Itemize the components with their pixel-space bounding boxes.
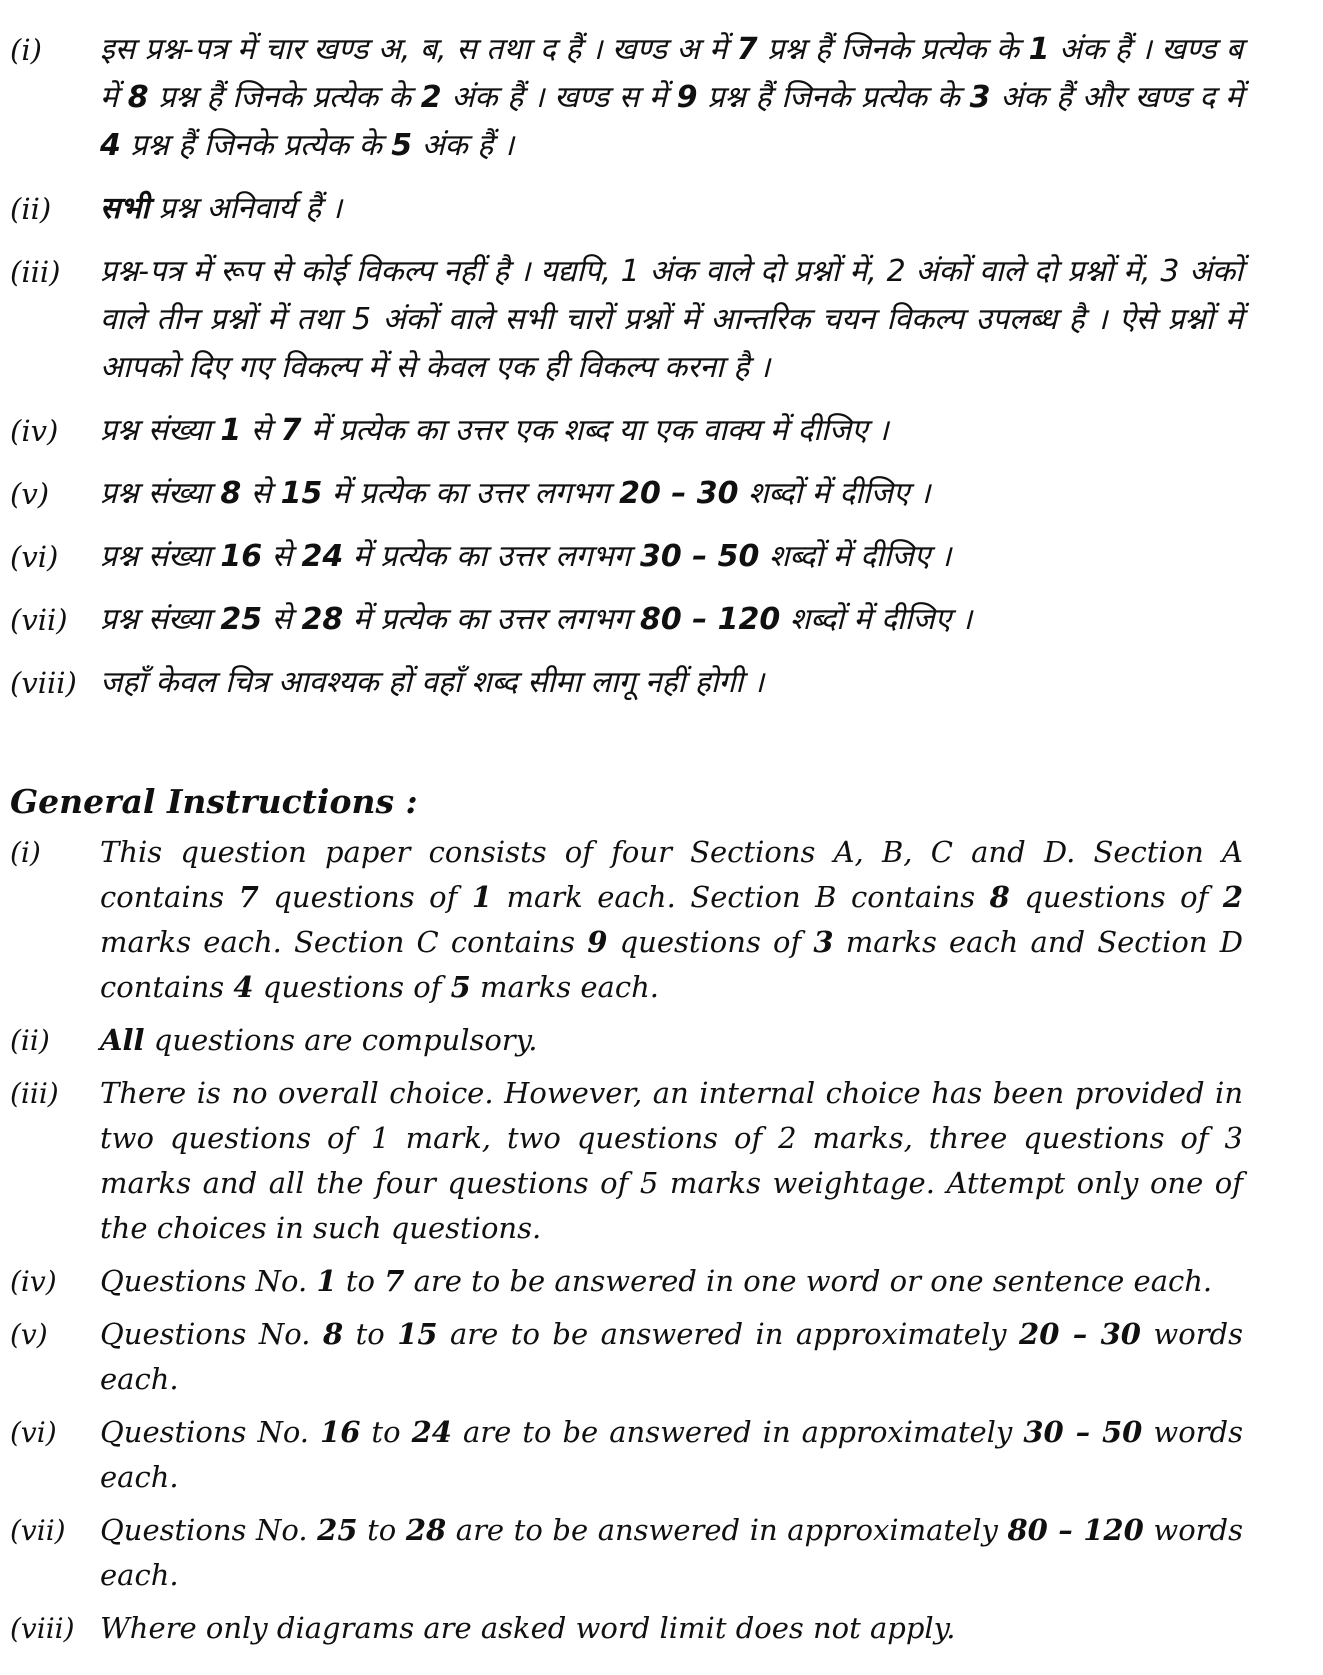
instruction-label: (i) [10,836,41,869]
english-instructions-section [10,830,1243,1651]
bold-text-segment: 8 [989,880,1010,914]
text-segment: में प्रत्येक का उत्तर लगभग [322,476,620,511]
instruction-label: (iii) [10,255,61,289]
instruction-label: (ii) [10,1024,50,1057]
text-segment: to [343,1317,398,1351]
text-segment: are to be answered in approximately [446,1513,1008,1547]
instruction-item [10,1259,1243,1304]
instruction-label: (v) [10,477,50,511]
bold-text-segment: 9 [676,80,698,115]
text-segment: प्रश्न हैं जिनके प्रत्येक के [148,80,421,115]
bold-text-segment: 80 – 120 [1007,1513,1144,1547]
bold-text-segment: 5 [450,970,471,1004]
bold-text-segment: 80 – 120 [640,602,781,637]
bold-text-segment: 24 [301,539,344,574]
instruction-item [10,1071,1243,1251]
text-segment: Questions No. [100,1264,317,1298]
bold-text-segment: 15 [280,476,323,511]
bold-text-segment: 24 [411,1415,452,1449]
bold-text-segment: 7 [384,1264,405,1298]
instruction-item [10,470,1243,518]
instruction-text [100,1606,1243,1651]
instruction-text [100,1508,1243,1598]
bold-text-segment: 8 [322,1317,344,1351]
bold-text-segment: 1 [1028,32,1050,67]
instruction-text [100,185,1243,233]
instruction-text [100,1018,1243,1063]
text-segment: प्रश्न संख्या [100,413,221,448]
instruction-item [10,1018,1243,1063]
text-segment: प्रश्न-पत्र में रूप से कोई विकल्प नहीं है । यद्यपि, 1 अंक वाले दो प्रश्नों में, 2 अंकों वाले दो प्रश्नों में, 3 अंकों वाले तीन प्रश्नों में तथा 5 अंकों वाले सभी चारों प्रश्नों में आन्तरिक चयन विकल्प उपलब्ध है । ऐसे प्रश्नों में आपको दिए गए विकल्प में से केवल एक ही विकल्प करना है । [100,254,1243,385]
bold-text-segment: 25 [220,602,263,637]
instruction-item [10,26,1243,170]
bold-text-segment: 4 [100,128,121,163]
instruction-item [10,248,1243,392]
instruction-text [100,407,1243,455]
bold-text-segment: 28 [301,602,344,637]
instruction-label: (v) [10,1318,48,1351]
bold-text-segment: 30 – 50 [1023,1415,1143,1449]
bold-text-segment: 15 [397,1317,438,1351]
text-segment: Where only diagrams are asked word limit does not apply. [100,1611,956,1645]
bold-text-segment: 16 [220,539,263,574]
text-segment: to [360,1415,412,1449]
text-segment: This question paper consists of four Sections A, B, C and D. Section A contains [100,835,1243,914]
instruction-text [100,1410,1243,1500]
hindi-instructions-section [10,26,1243,707]
text-segment: questions of [258,880,472,914]
instruction-item [10,1606,1243,1651]
instruction-text [100,659,1243,707]
instruction-text [100,26,1243,170]
text-segment: mark each. Section B contains [492,880,990,914]
text-segment: में प्रत्येक का उत्तर लगभग [343,539,641,574]
text-segment: से [262,602,302,637]
bold-text-segment: 1 [316,1264,337,1298]
text-segment: questions are compulsory. [144,1023,538,1057]
instruction-text [100,830,1243,1010]
bold-text-segment: 7 [238,880,259,914]
instruction-item [10,1312,1243,1402]
instruction-item [10,1508,1243,1598]
text-segment: to [336,1264,385,1298]
bold-text-segment: 16 [320,1415,361,1449]
text-segment: to [357,1513,406,1547]
bold-text-segment: 7 [280,413,302,448]
bold-text-segment: 30 – 50 [640,539,760,574]
text-segment: questions of [1009,880,1223,914]
bold-text-segment: 25 [317,1513,358,1547]
bold-text-segment: 28 [405,1513,447,1547]
text-segment: से [241,413,281,448]
text-segment: Questions No. [100,1513,318,1547]
text-segment: are to be answered in approximately [437,1317,1020,1351]
text-segment: में प्रत्येक का उत्तर एक शब्द या एक वाक्य में दीजिए । [301,413,889,448]
general-instructions-heading: General Instructions : [10,782,418,821]
instruction-item [10,533,1243,581]
instruction-item [10,1410,1243,1500]
instruction-item [10,830,1243,1010]
text-segment: प्रश्न संख्या [100,539,221,574]
instruction-text [100,1259,1243,1304]
bold-text-segment: 1 [220,413,242,448]
text-segment: से [241,476,281,511]
text-segment: questions of [607,925,814,959]
text-segment: are to be answered in one word or one sentence each. [404,1264,1213,1298]
bold-text-segment: सभी [100,191,150,226]
text-segment: प्रश्न संख्या [100,476,221,511]
bold-text-segment: 9 [587,925,608,959]
bold-text-segment: 20 – 30 [1019,1317,1141,1351]
text-segment: marks each and Section D contains [100,925,1243,1004]
text-segment: शब्दों में दीजिए । [759,539,952,574]
bold-text-segment: 2 [1222,880,1243,914]
instruction-text [100,533,1243,581]
instruction-label: (vi) [10,540,59,574]
text-segment: Questions No. [100,1317,323,1351]
instruction-text [100,1071,1243,1251]
text-segment: से [262,539,302,574]
instruction-label: (iii) [10,1077,59,1110]
bold-text-segment: 8 [127,80,149,115]
bold-text-segment: 4 [233,970,254,1004]
text-segment: अंक हैं । खण्ड स में [441,80,677,115]
bold-text-segment: 2 [420,80,442,115]
text-segment: प्रश्न अनिवार्य हैं । [149,191,343,226]
instruction-item [10,659,1243,707]
text-segment: are to be answered in approximately [451,1415,1024,1449]
bold-text-segment: All [100,1023,145,1057]
instruction-label: (iv) [10,414,59,448]
text-segment: अंक हैं और खण्ड द में [990,80,1243,115]
text-segment: अंक हैं । खण्ड ब में [100,32,1243,115]
text-segment: प्रश्न संख्या [100,602,221,637]
text-segment: प्रश्न हैं जिनके प्रत्येक के [697,80,970,115]
text-segment: शब्दों में दीजिए । [738,476,931,511]
bold-text-segment: 20 – 30 [619,476,739,511]
instruction-label: (i) [10,33,42,67]
instruction-item [10,185,1243,233]
text-segment: इस प्रश्न-पत्र में चार खण्ड अ, ब, स तथा द हैं । खण्ड अ में [100,32,737,67]
text-segment: words each. [100,1513,1243,1592]
instruction-item [10,407,1243,455]
text-segment: अंक हैं । [412,128,515,163]
instruction-text [100,470,1243,518]
instruction-text [100,1312,1243,1402]
text-segment: marks each. [470,970,659,1004]
instruction-text [100,248,1243,392]
text-segment: questions of [253,970,451,1004]
text-segment: marks each. Section C contains [100,925,588,959]
instruction-text [100,596,1243,644]
instruction-label: (viii) [10,666,77,700]
text-segment: में प्रत्येक का उत्तर लगभग [343,602,641,637]
bold-text-segment: 7 [736,32,758,67]
text-segment: प्रश्न हैं जिनके प्रत्येक के [120,128,392,163]
bold-text-segment: 3 [969,80,991,115]
text-segment: words each. [100,1317,1243,1396]
instruction-item [10,596,1243,644]
text-segment: words each. [100,1415,1243,1494]
instruction-label: (ii) [10,192,52,226]
text-segment: जहाँ केवल चित्र आवश्यक हों वहाँ शब्द सीमा लागू नहीं होगी । [100,665,765,700]
instruction-label: (iv) [10,1265,57,1298]
bold-text-segment: 3 [813,925,834,959]
text-segment: There is no overall choice. However, an internal choice has been provided in two questions of 1 mark, two questions of 2 marks, three questions of 3 marks and all the four questions of 5 marks weightage. Attempt only one of the choices in such questions. [100,1076,1243,1245]
instruction-label: (vii) [10,603,68,637]
text-segment: प्रश्न हैं जिनके प्रत्येक के [757,32,1029,67]
bold-text-segment: 1 [471,880,492,914]
instruction-label: (vi) [10,1416,57,1449]
instruction-label: (viii) [10,1612,75,1645]
bold-text-segment: 5 [391,128,413,163]
text-segment: शब्दों में दीजिए । [780,602,973,637]
text-segment: Questions No. [100,1415,321,1449]
bold-text-segment: 8 [220,476,242,511]
instruction-label: (vii) [10,1514,66,1547]
